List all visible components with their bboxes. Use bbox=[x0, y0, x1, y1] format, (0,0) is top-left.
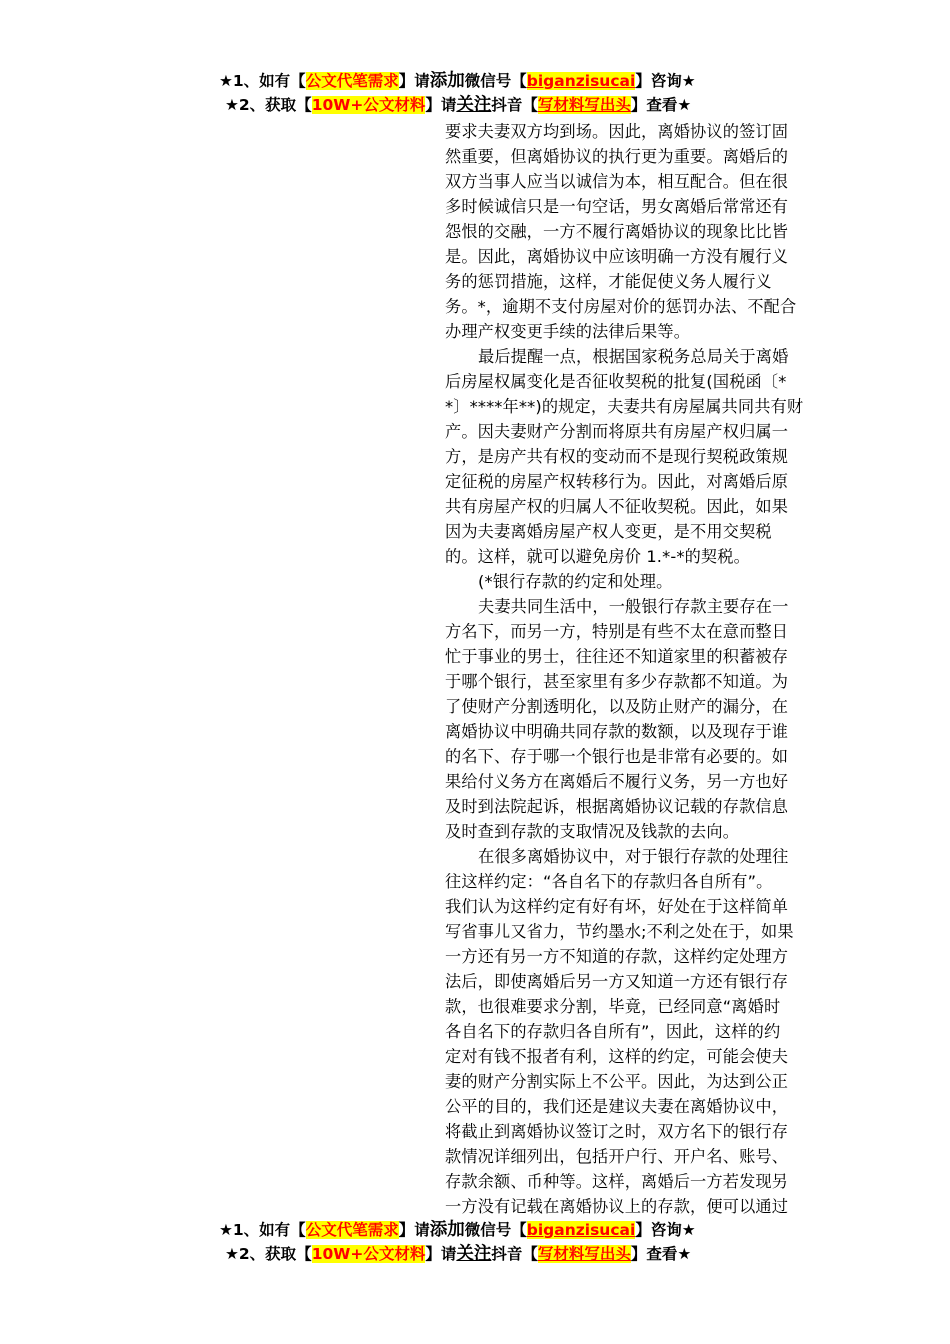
text-line: 往这样约定：“各自名下的存款归各自所有”。 bbox=[445, 872, 773, 891]
promo-prefix: ★1、如有【 bbox=[219, 1221, 306, 1239]
text-line: 办理产权变更手续的法律后果等。 bbox=[445, 322, 691, 341]
text-line: 后房屋权属变化是否征收契税的批复(国税函〔* bbox=[445, 372, 787, 391]
promo-text: 】请 bbox=[425, 1245, 457, 1263]
promo-highlight: 10W+公文材料 bbox=[311, 96, 426, 114]
promo-text: 】请 bbox=[398, 1221, 430, 1239]
promo-line-1 bbox=[219, 1218, 696, 1242]
promo-suffix: 】查看★ bbox=[630, 96, 692, 114]
text-line: 然重要，但离婚协议的执行更为重要。离婚后的 bbox=[445, 147, 789, 166]
text-line: 果给付义务方在离婚后不履行义务，另一方也好 bbox=[445, 772, 789, 791]
promo-prefix: ★2、获取【 bbox=[225, 1245, 312, 1263]
promo-highlight: 公文代笔需求 bbox=[305, 72, 399, 90]
text-line: 离婚协议中明确共同存款的数额，以及现存于谁 bbox=[445, 722, 789, 741]
text-line: 要求夫妻双方均到场。因此，离婚协议的签订固 bbox=[445, 122, 789, 141]
text-line: 因为夫妻离婚房屋产权人变更，是不用交契税 bbox=[445, 522, 772, 541]
text-line: 一方还有另一方不知道的存款，这样约定处理方 bbox=[445, 947, 789, 966]
text-line: 是。因此，离婚协议中应该明确一方没有履行义 bbox=[445, 247, 789, 266]
text-line: 了使财产分割透明化，以及防止财产的漏分，在 bbox=[445, 697, 789, 716]
text-line: 各自名下的存款归各自所有”，因此，这样的约 bbox=[445, 1022, 781, 1041]
promo-text: 微信号【 bbox=[464, 72, 527, 90]
text-line: 共有房屋产权的归属人不征收契税。因此，如果 bbox=[445, 497, 789, 516]
text-line: 方，是房产共有权的变动而不是现行契税政策规 bbox=[445, 447, 789, 466]
douyin-id-link[interactable]: 写材料写出头 bbox=[537, 96, 631, 114]
text-line: 款情况详细列出，包括开户行、开户名、账号、 bbox=[445, 1147, 789, 1166]
text-line: 的。这样，就可以避免房价 1.*-*的契税。 bbox=[445, 547, 750, 566]
promo-line-1 bbox=[219, 69, 696, 93]
promo-text: 】请 bbox=[425, 96, 457, 114]
text-line: 法后，即使离婚后另一方又知道一方还有银行存 bbox=[445, 972, 789, 991]
text-line: 务。*，逾期不支付房屋对价的惩罚办法、不配合 bbox=[445, 297, 797, 316]
text-line: 及时到法院起诉，根据离婚协议记载的存款信息 bbox=[445, 797, 789, 816]
text-line: 存款余额、币种等。这样，离婚后一方若发现另 bbox=[445, 1172, 789, 1191]
text-line: 忙于事业的男士，往往还不知道家里的积蓄被存 bbox=[445, 647, 789, 666]
text-line: *〕****年**)的规定，夫妻共有房屋属共同共有财 bbox=[445, 397, 804, 416]
paragraph-start-line: 夫妻共同生活中，一般银行存款主要存在一 bbox=[478, 597, 789, 616]
text-line: 我们认为这样约定有好有坏，好处在于这样简单 bbox=[445, 897, 789, 916]
text-line: 定征税的房屋产权转移行为。因此，对离婚后原 bbox=[445, 472, 789, 491]
text-line: 务的惩罚措施，这样，才能促使义务人履行义 bbox=[445, 272, 772, 291]
wechat-id-link[interactable]: biganzisucai bbox=[526, 1221, 636, 1239]
promo-suffix: 】查看★ bbox=[630, 1245, 692, 1263]
text-line: 多时候诚信只是一句空话，男女离婚后常常还有 bbox=[445, 197, 789, 216]
promo-emphasis: 添加 bbox=[429, 71, 465, 91]
promo-text: 抖音【 bbox=[491, 96, 538, 114]
text-line: 方名下，而另一方，特别是有些不太在意而整日 bbox=[445, 622, 789, 641]
promo-text: 微信号【 bbox=[464, 1221, 527, 1239]
text-line: 定对有钱不报者有利，这样的约定，可能会使夫 bbox=[445, 1047, 789, 1066]
text-line: 将截止到离婚协议签订之时，双方名下的银行存 bbox=[445, 1122, 789, 1141]
promo-line-2 bbox=[225, 1242, 691, 1266]
douyin-id-link[interactable]: 写材料写出头 bbox=[537, 1245, 631, 1263]
text-line: 一方没有记载在离婚协议上的存款，便可以通过 bbox=[445, 1197, 789, 1216]
text-line: 公平的目的，我们还是建议夫妻在离婚协议中， bbox=[445, 1097, 789, 1116]
promo-suffix: 】咨询★ bbox=[635, 72, 696, 90]
promo-prefix: ★2、获取【 bbox=[225, 96, 312, 114]
promo-suffix: 】咨询★ bbox=[635, 1221, 696, 1239]
paragraph-start-line: 最后提醒一点，根据国家税务总局关于离婚 bbox=[478, 347, 789, 366]
text-line: 及时查到存款的支取情况及钱款的去向。 bbox=[445, 822, 740, 841]
promo-emphasis: 关注 bbox=[456, 95, 492, 115]
promo-highlight: 10W+公文材料 bbox=[311, 1245, 426, 1263]
wechat-id-link[interactable]: biganzisucai bbox=[526, 72, 636, 90]
document-body bbox=[445, 119, 810, 1219]
text-line: 妻的财产分割实际上不公平。因此，为达到公正 bbox=[445, 1072, 789, 1091]
text-line: 怨恨的交融，一方不履行离婚协议的现象比比皆 bbox=[445, 222, 789, 241]
text-line: 的名下、存于哪一个银行也是非常有必要的。如 bbox=[445, 747, 789, 766]
promo-text: 】请 bbox=[398, 72, 430, 90]
text-line: 产。因夫妻财产分割而将原共有房屋产权归属一 bbox=[445, 422, 789, 441]
text-line: 写省事儿又省力，节约墨水;不利之处在于，如果 bbox=[445, 922, 794, 941]
promo-prefix: ★1、如有【 bbox=[219, 72, 306, 90]
promo-emphasis: 关注 bbox=[456, 1244, 492, 1264]
promo-emphasis: 添加 bbox=[429, 1220, 465, 1240]
promo-line-2 bbox=[225, 93, 691, 117]
text-line: 于哪个银行，甚至家里有多少存款都不知道。为 bbox=[445, 672, 789, 691]
promo-highlight: 公文代笔需求 bbox=[305, 1221, 399, 1239]
text-line: 款，也很难要求分割，毕竟，已经同意“离婚时 bbox=[445, 997, 781, 1016]
promo-text: 抖音【 bbox=[491, 1245, 538, 1263]
section-heading-line: (*银行存款的约定和处理。 bbox=[478, 572, 673, 591]
paragraph-start-line: 在很多离婚协议中，对于银行存款的处理往 bbox=[478, 847, 789, 866]
text-line: 双方当事人应当以诚信为本，相互配合。但在很 bbox=[445, 172, 789, 191]
